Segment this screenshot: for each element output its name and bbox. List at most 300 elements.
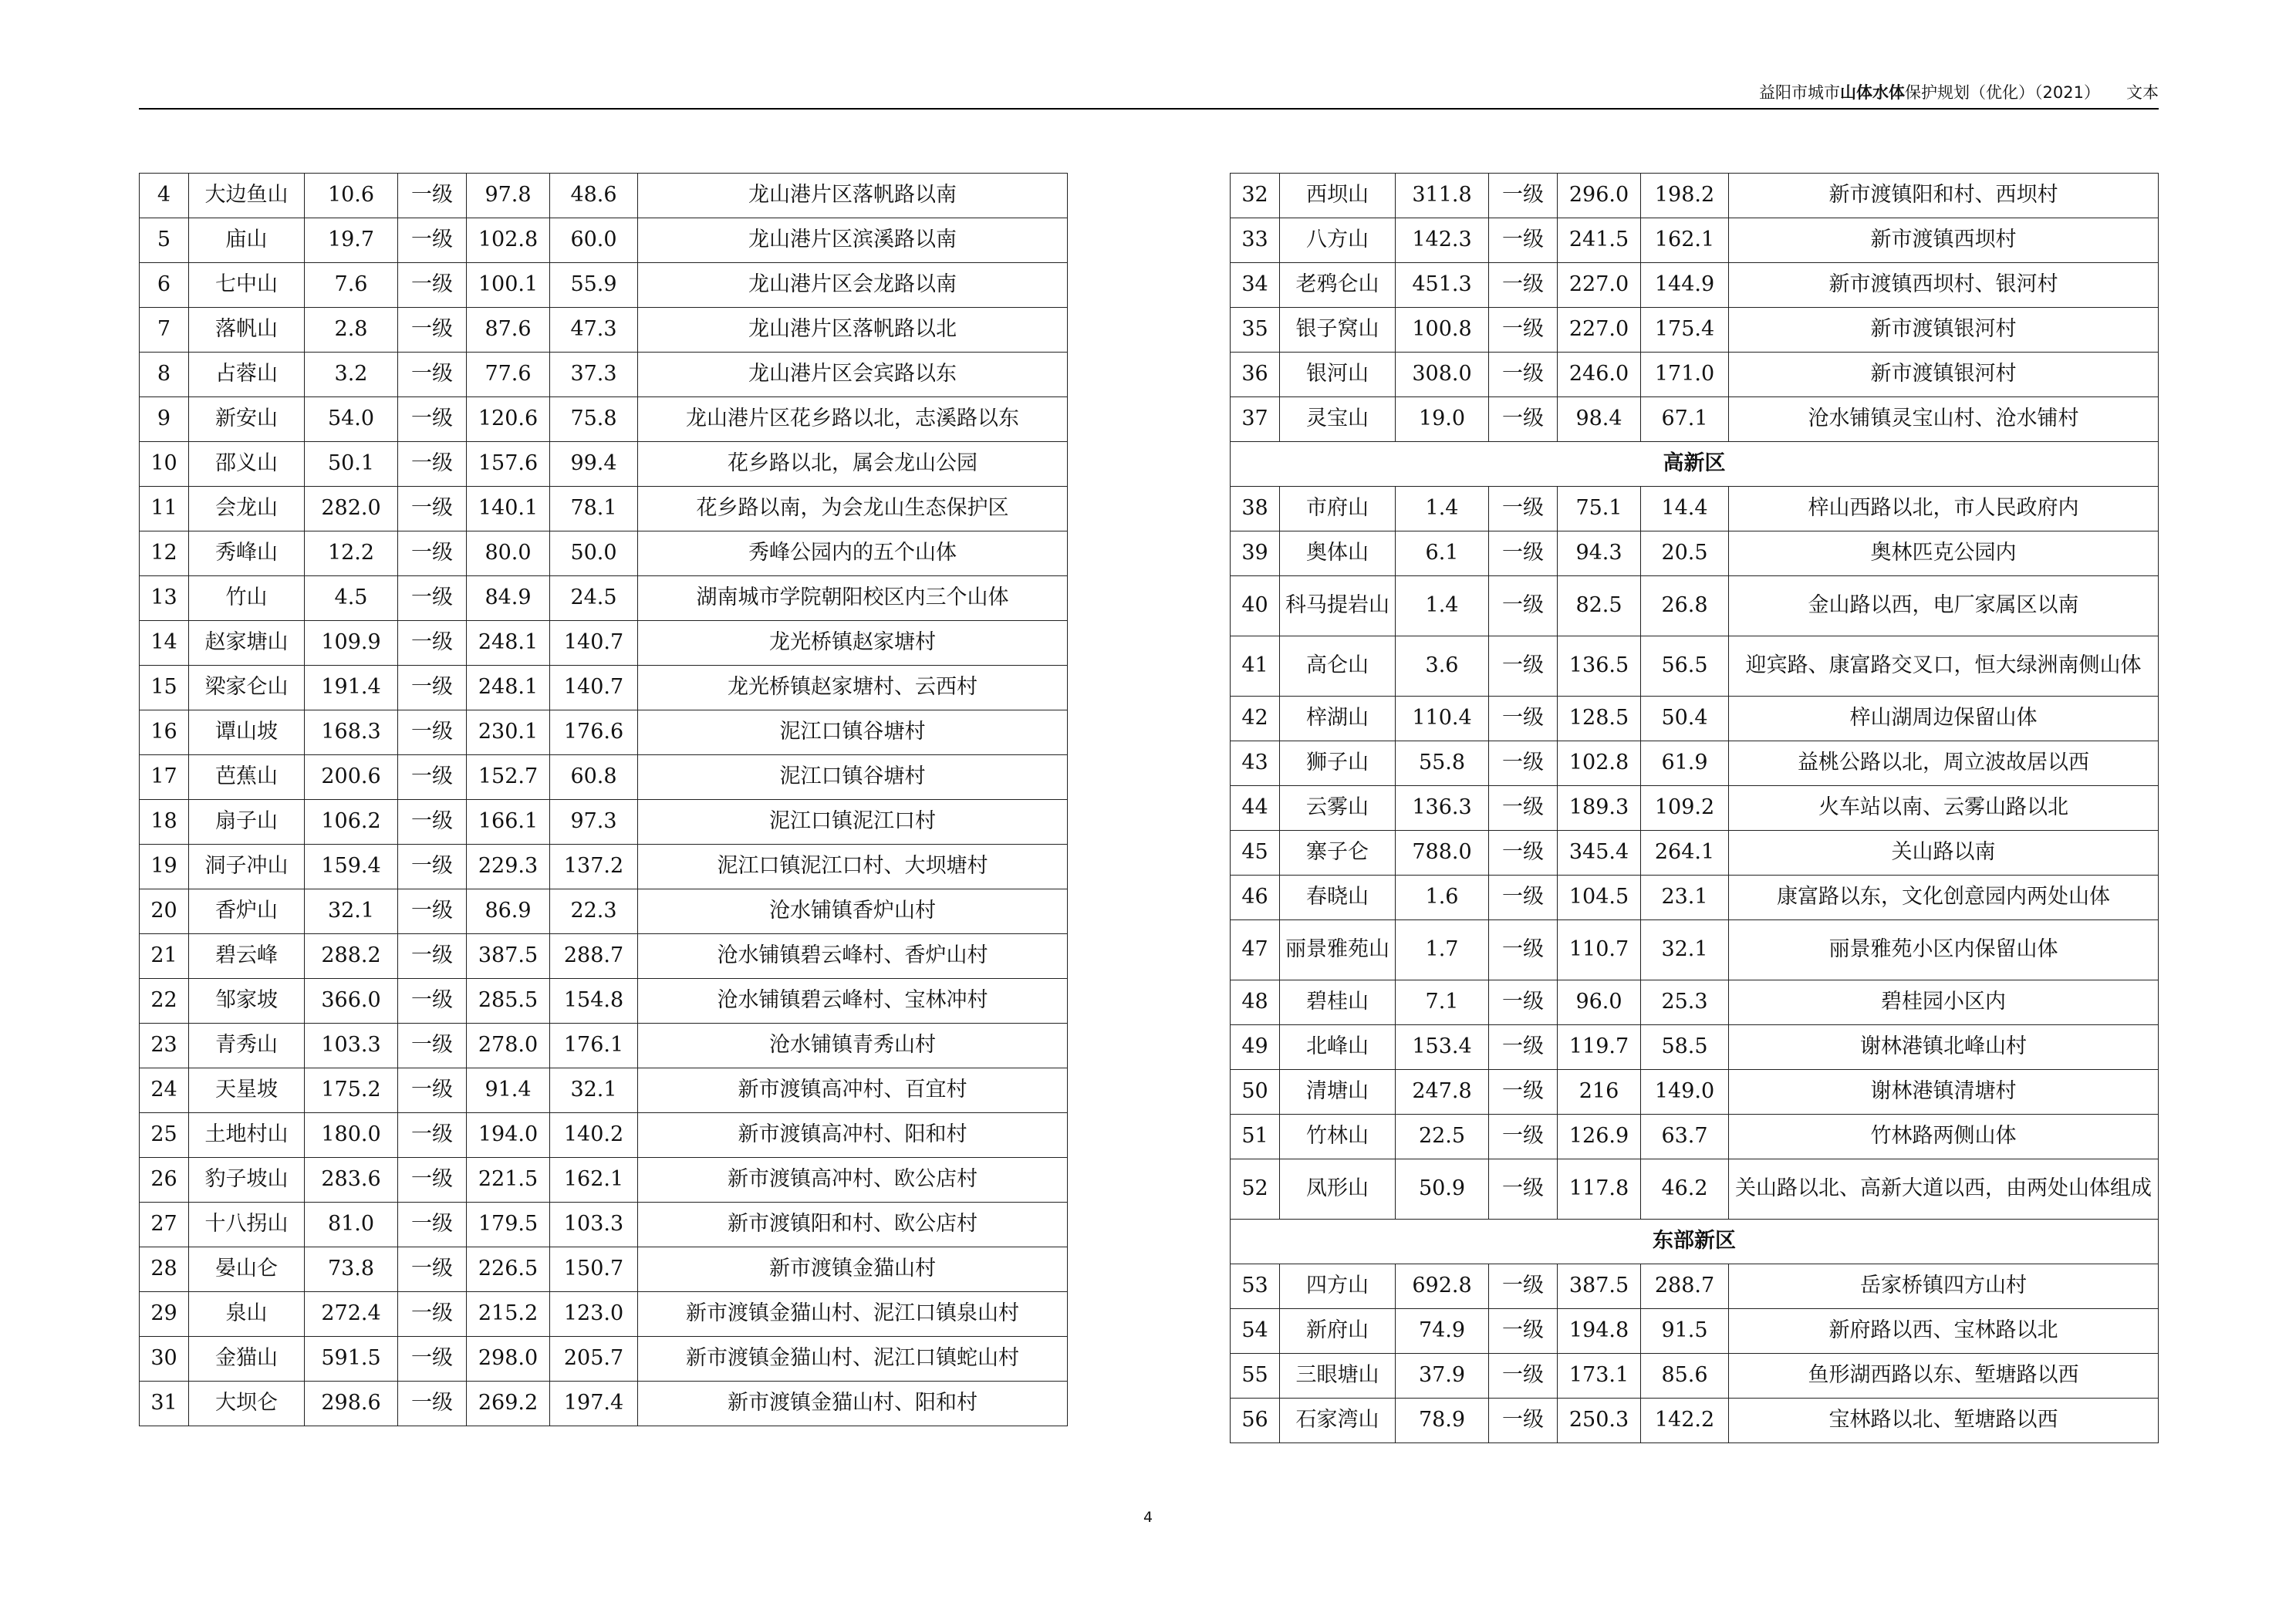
relative-height-value: 14.4 xyxy=(1641,487,1729,531)
relative-height-value: 150.7 xyxy=(550,1247,638,1292)
relative-height-value: 32.1 xyxy=(1641,920,1729,980)
protection-level: 一级 xyxy=(398,174,467,218)
mountain-table-right xyxy=(1230,173,2159,1443)
relative-height-value: 46.2 xyxy=(1641,1159,1729,1220)
table-row xyxy=(1231,353,2159,397)
location-text: 花乡路以南，为会龙山生态保护区 xyxy=(638,487,1068,531)
relative-height-value: 162.1 xyxy=(550,1158,638,1203)
location-text: 龙山港片区落帆路以北 xyxy=(638,308,1068,353)
mountain-name: 寨子仑 xyxy=(1280,831,1396,876)
mountain-name: 科马提岩山 xyxy=(1280,576,1396,636)
row-number: 31 xyxy=(140,1382,189,1426)
elevation-value: 189.3 xyxy=(1558,786,1641,831)
elevation-value: 241.5 xyxy=(1558,218,1641,263)
row-number: 41 xyxy=(1231,636,1280,697)
location-text: 谢林港镇北峰山村 xyxy=(1729,1025,2159,1070)
table-row xyxy=(1231,697,2159,741)
mountain-name: 奥体山 xyxy=(1280,531,1396,576)
elevation-value: 97.8 xyxy=(467,174,550,218)
area-value: 100.8 xyxy=(1396,308,1489,353)
row-number: 34 xyxy=(1231,263,1280,308)
mountain-name: 西坝山 xyxy=(1280,174,1396,218)
elevation-value: 91.4 xyxy=(467,1068,550,1113)
table-row xyxy=(1231,308,2159,353)
protection-level: 一级 xyxy=(1489,1264,1558,1309)
mountain-name: 碧桂山 xyxy=(1280,980,1396,1025)
row-number: 46 xyxy=(1231,876,1280,920)
row-number: 8 xyxy=(140,353,189,397)
mountain-name: 高仑山 xyxy=(1280,636,1396,697)
elevation-value: 227.0 xyxy=(1558,263,1641,308)
table-row xyxy=(1231,1399,2159,1443)
protection-level: 一级 xyxy=(398,1068,467,1113)
row-number: 20 xyxy=(140,889,189,934)
table-row xyxy=(1231,920,2159,980)
elevation-value: 102.8 xyxy=(467,218,550,263)
row-number: 14 xyxy=(140,621,189,666)
relative-height-value: 176.1 xyxy=(550,1024,638,1068)
table-row xyxy=(1231,397,2159,442)
relative-height-value: 20.5 xyxy=(1641,531,1729,576)
table-row xyxy=(140,442,1068,487)
location-text: 关山路以南 xyxy=(1729,831,2159,876)
relative-height-value: 55.9 xyxy=(550,263,638,308)
relative-height-value: 67.1 xyxy=(1641,397,1729,442)
location-text: 新市渡镇银河村 xyxy=(1729,308,2159,353)
elevation-value: 82.5 xyxy=(1558,576,1641,636)
protection-level: 一级 xyxy=(1489,1070,1558,1115)
row-number: 42 xyxy=(1231,697,1280,741)
area-value: 109.9 xyxy=(305,621,398,666)
area-value: 4.5 xyxy=(305,576,398,621)
mountain-name: 大边鱼山 xyxy=(189,174,305,218)
table-row xyxy=(1231,1354,2159,1399)
table-row xyxy=(140,621,1068,666)
table-row xyxy=(140,531,1068,576)
location-text: 新市渡镇金猫山村、泥江口镇蛇山村 xyxy=(638,1337,1068,1382)
protection-level: 一级 xyxy=(1489,174,1558,218)
table-row xyxy=(140,1292,1068,1337)
location-text: 龙山港片区会宾路以东 xyxy=(638,353,1068,397)
row-number: 23 xyxy=(140,1024,189,1068)
location-text: 梓山西路以北，市人民政府内 xyxy=(1729,487,2159,531)
mountain-name: 邹家坡 xyxy=(189,979,305,1024)
area-value: 106.2 xyxy=(305,800,398,845)
relative-height-value: 142.2 xyxy=(1641,1399,1729,1443)
area-value: 180.0 xyxy=(305,1113,398,1158)
area-value: 7.1 xyxy=(1396,980,1489,1025)
elevation-value: 227.0 xyxy=(1558,308,1641,353)
area-value: 1.6 xyxy=(1396,876,1489,920)
table-row xyxy=(1231,1309,2159,1354)
mountain-name: 梁家仑山 xyxy=(189,666,305,710)
relative-height-value: 264.1 xyxy=(1641,831,1729,876)
relative-height-value: 137.2 xyxy=(550,845,638,889)
elevation-value: 298.0 xyxy=(467,1337,550,1382)
table-row xyxy=(140,800,1068,845)
location-text: 梓山湖周边保留山体 xyxy=(1729,697,2159,741)
mountain-name: 碧云峰 xyxy=(189,934,305,979)
protection-level: 一级 xyxy=(398,1113,467,1158)
protection-level: 一级 xyxy=(1489,576,1558,636)
area-value: 74.9 xyxy=(1396,1309,1489,1354)
area-value: 50.9 xyxy=(1396,1159,1489,1220)
location-text: 龙光桥镇赵家塘村、云西村 xyxy=(638,666,1068,710)
row-number: 28 xyxy=(140,1247,189,1292)
protection-level: 一级 xyxy=(1489,786,1558,831)
table-row xyxy=(1231,576,2159,636)
relative-height-value: 60.0 xyxy=(550,218,638,263)
relative-height-value: 198.2 xyxy=(1641,174,1729,218)
mountain-name: 秀峰山 xyxy=(189,531,305,576)
area-value: 3.6 xyxy=(1396,636,1489,697)
elevation-value: 119.7 xyxy=(1558,1025,1641,1070)
table-row xyxy=(140,487,1068,531)
elevation-value: 102.8 xyxy=(1558,741,1641,786)
page-number: 4 xyxy=(1143,1509,1153,1526)
area-value: 37.9 xyxy=(1396,1354,1489,1399)
table-row xyxy=(1231,741,2159,786)
header-bold: 山体水体 xyxy=(1840,83,1906,102)
area-value: 110.4 xyxy=(1396,697,1489,741)
mountain-name: 灵宝山 xyxy=(1280,397,1396,442)
protection-level: 一级 xyxy=(398,442,467,487)
mountain-name: 土地村山 xyxy=(189,1113,305,1158)
row-number: 21 xyxy=(140,934,189,979)
mountain-name: 会龙山 xyxy=(189,487,305,531)
protection-level: 一级 xyxy=(398,263,467,308)
area-value: 692.8 xyxy=(1396,1264,1489,1309)
elevation-value: 226.5 xyxy=(467,1247,550,1292)
mountain-name: 青秀山 xyxy=(189,1024,305,1068)
relative-height-value: 26.8 xyxy=(1641,576,1729,636)
table-row xyxy=(1231,531,2159,576)
area-value: 50.1 xyxy=(305,442,398,487)
table-row xyxy=(1231,174,2159,218)
protection-level: 一级 xyxy=(398,531,467,576)
table-row xyxy=(140,1337,1068,1382)
protection-level: 一级 xyxy=(1489,308,1558,353)
location-text: 秀峰公园内的五个山体 xyxy=(638,531,1068,576)
table-row xyxy=(140,889,1068,934)
mountain-name: 晏山仑 xyxy=(189,1247,305,1292)
relative-height-value: 50.4 xyxy=(1641,697,1729,741)
location-text: 新市渡镇银河村 xyxy=(1729,353,2159,397)
elevation-value: 166.1 xyxy=(467,800,550,845)
protection-level: 一级 xyxy=(1489,831,1558,876)
protection-level: 一级 xyxy=(398,800,467,845)
mountain-table-left xyxy=(139,173,1068,1426)
area-value: 19.7 xyxy=(305,218,398,263)
row-number: 29 xyxy=(140,1292,189,1337)
elevation-value: 117.8 xyxy=(1558,1159,1641,1220)
relative-height-value: 162.1 xyxy=(1641,218,1729,263)
elevation-value: 215.2 xyxy=(467,1292,550,1337)
elevation-value: 173.1 xyxy=(1558,1354,1641,1399)
row-number: 27 xyxy=(140,1203,189,1247)
protection-level: 一级 xyxy=(398,1337,467,1382)
table-row xyxy=(140,934,1068,979)
area-value: 366.0 xyxy=(305,979,398,1024)
mountain-name: 赵家塘山 xyxy=(189,621,305,666)
elevation-value: 140.1 xyxy=(467,487,550,531)
row-number: 12 xyxy=(140,531,189,576)
area-value: 298.6 xyxy=(305,1382,398,1426)
table-body-left xyxy=(140,174,1068,1426)
mountain-name: 落帆山 xyxy=(189,308,305,353)
relative-height-value: 48.6 xyxy=(550,174,638,218)
mountain-name: 庙山 xyxy=(189,218,305,263)
location-text: 沧水铺镇碧云峰村、香炉山村 xyxy=(638,934,1068,979)
row-number: 6 xyxy=(140,263,189,308)
table-row xyxy=(1231,487,2159,531)
mountain-name: 扇子山 xyxy=(189,800,305,845)
area-value: 2.8 xyxy=(305,308,398,353)
header-doc-type: 文本 xyxy=(2126,83,2159,102)
table-row xyxy=(1231,1070,2159,1115)
protection-level: 一级 xyxy=(1489,920,1558,980)
area-value: 78.9 xyxy=(1396,1399,1489,1443)
row-number: 7 xyxy=(140,308,189,353)
row-number: 19 xyxy=(140,845,189,889)
location-text: 花乡路以北，属会龙山公园 xyxy=(638,442,1068,487)
section-title: 高新区 xyxy=(1231,442,2159,487)
location-text: 谢林港镇清塘村 xyxy=(1729,1070,2159,1115)
area-value: 272.4 xyxy=(305,1292,398,1337)
mountain-name: 新府山 xyxy=(1280,1309,1396,1354)
row-number: 26 xyxy=(140,1158,189,1203)
mountain-name: 七中山 xyxy=(189,263,305,308)
table-row xyxy=(140,353,1068,397)
header-title xyxy=(1759,80,2159,103)
row-number: 10 xyxy=(140,442,189,487)
row-number: 40 xyxy=(1231,576,1280,636)
row-number: 16 xyxy=(140,710,189,755)
relative-height-value: 56.5 xyxy=(1641,636,1729,697)
location-text: 丽景雅苑小区内保留山体 xyxy=(1729,920,2159,980)
mountain-name: 丽景雅苑山 xyxy=(1280,920,1396,980)
protection-level: 一级 xyxy=(1489,1309,1558,1354)
area-value: 788.0 xyxy=(1396,831,1489,876)
location-text: 益桃公路以北，周立波故居以西 xyxy=(1729,741,2159,786)
protection-level: 一级 xyxy=(398,666,467,710)
section-row xyxy=(1231,1220,2159,1264)
mountain-name: 竹林山 xyxy=(1280,1115,1396,1159)
elevation-value: 229.3 xyxy=(467,845,550,889)
table-row xyxy=(140,1203,1068,1247)
elevation-value: 269.2 xyxy=(467,1382,550,1426)
elevation-value: 230.1 xyxy=(467,710,550,755)
row-number: 25 xyxy=(140,1113,189,1158)
mountain-name: 老鸦仑山 xyxy=(1280,263,1396,308)
mountain-name: 洞子冲山 xyxy=(189,845,305,889)
table-row xyxy=(140,1247,1068,1292)
relative-height-value: 75.8 xyxy=(550,397,638,442)
relative-height-value: 149.0 xyxy=(1641,1070,1729,1115)
row-number: 38 xyxy=(1231,487,1280,531)
elevation-value: 278.0 xyxy=(467,1024,550,1068)
mountain-name: 谭山坡 xyxy=(189,710,305,755)
protection-level: 一级 xyxy=(398,1024,467,1068)
protection-level: 一级 xyxy=(1489,697,1558,741)
protection-level: 一级 xyxy=(1489,1159,1558,1220)
location-text: 新市渡镇西坝村 xyxy=(1729,218,2159,263)
table-row xyxy=(1231,831,2159,876)
area-value: 168.3 xyxy=(305,710,398,755)
area-value: 19.0 xyxy=(1396,397,1489,442)
elevation-value: 387.5 xyxy=(1558,1264,1641,1309)
row-number: 51 xyxy=(1231,1115,1280,1159)
header-suffix: 保护规划（优化）（2021） xyxy=(1905,83,2100,102)
table-row xyxy=(140,710,1068,755)
row-number: 49 xyxy=(1231,1025,1280,1070)
elevation-value: 80.0 xyxy=(467,531,550,576)
location-text: 迎宾路、康富路交叉口，恒大绿洲南侧山体 xyxy=(1729,636,2159,697)
location-text: 龙山港片区花乡路以北，志溪路以东 xyxy=(638,397,1068,442)
row-number: 43 xyxy=(1231,741,1280,786)
relative-height-value: 25.3 xyxy=(1641,980,1729,1025)
table-row xyxy=(140,397,1068,442)
area-value: 103.3 xyxy=(305,1024,398,1068)
protection-level: 一级 xyxy=(398,979,467,1024)
location-text: 宝林路以北、堑塘路以西 xyxy=(1729,1399,2159,1443)
protection-level: 一级 xyxy=(398,1158,467,1203)
row-number: 44 xyxy=(1231,786,1280,831)
area-value: 282.0 xyxy=(305,487,398,531)
area-value: 288.2 xyxy=(305,934,398,979)
protection-level: 一级 xyxy=(1489,397,1558,442)
protection-level: 一级 xyxy=(1489,1399,1558,1443)
location-text: 泥江口镇泥江口村 xyxy=(638,800,1068,845)
relative-height-value: 176.6 xyxy=(550,710,638,755)
protection-level: 一级 xyxy=(1489,218,1558,263)
table-row xyxy=(140,1158,1068,1203)
mountain-name: 春晓山 xyxy=(1280,876,1396,920)
mountain-name: 十八拐山 xyxy=(189,1203,305,1247)
area-value: 3.2 xyxy=(305,353,398,397)
mountain-name: 天星坡 xyxy=(189,1068,305,1113)
elevation-value: 98.4 xyxy=(1558,397,1641,442)
row-number: 30 xyxy=(140,1337,189,1382)
elevation-value: 104.5 xyxy=(1558,876,1641,920)
elevation-value: 221.5 xyxy=(467,1158,550,1203)
mountain-name: 占蓉山 xyxy=(189,353,305,397)
mountain-name: 芭蕉山 xyxy=(189,755,305,800)
mountain-name: 梓湖山 xyxy=(1280,697,1396,741)
protection-level: 一级 xyxy=(1489,353,1558,397)
location-text: 竹林路两侧山体 xyxy=(1729,1115,2159,1159)
location-text: 岳家桥镇四方山村 xyxy=(1729,1264,2159,1309)
protection-level: 一级 xyxy=(1489,741,1558,786)
row-number: 5 xyxy=(140,218,189,263)
row-number: 56 xyxy=(1231,1399,1280,1443)
protection-level: 一级 xyxy=(398,308,467,353)
location-text: 康富路以东，文化创意园内两处山体 xyxy=(1729,876,2159,920)
elevation-value: 250.3 xyxy=(1558,1399,1641,1443)
elevation-value: 194.0 xyxy=(467,1113,550,1158)
relative-height-value: 91.5 xyxy=(1641,1309,1729,1354)
mountain-name: 狮子山 xyxy=(1280,741,1396,786)
protection-level: 一级 xyxy=(398,889,467,934)
table-row xyxy=(140,666,1068,710)
row-number: 32 xyxy=(1231,174,1280,218)
area-value: 1.4 xyxy=(1396,576,1489,636)
relative-height-value: 24.5 xyxy=(550,576,638,621)
location-text: 龙山港片区落帆路以南 xyxy=(638,174,1068,218)
area-value: 54.0 xyxy=(305,397,398,442)
mountain-name: 八方山 xyxy=(1280,218,1396,263)
relative-height-value: 288.7 xyxy=(1641,1264,1729,1309)
table-row xyxy=(1231,1264,2159,1309)
relative-height-value: 140.2 xyxy=(550,1113,638,1158)
protection-level: 一级 xyxy=(398,218,467,263)
elevation-value: 248.1 xyxy=(467,621,550,666)
elevation-value: 128.5 xyxy=(1558,697,1641,741)
section-title: 东部新区 xyxy=(1231,1220,2159,1264)
location-text: 新市渡镇金猫山村、阳和村 xyxy=(638,1382,1068,1426)
table-row xyxy=(140,174,1068,218)
row-number: 22 xyxy=(140,979,189,1024)
table-row xyxy=(140,308,1068,353)
relative-height-value: 205.7 xyxy=(550,1337,638,1382)
protection-level: 一级 xyxy=(398,487,467,531)
location-text: 泥江口镇谷塘村 xyxy=(638,710,1068,755)
protection-level: 一级 xyxy=(398,1203,467,1247)
location-text: 泥江口镇泥江口村、大坝塘村 xyxy=(638,845,1068,889)
protection-level: 一级 xyxy=(398,1247,467,1292)
row-number: 50 xyxy=(1231,1070,1280,1115)
area-value: 247.8 xyxy=(1396,1070,1489,1115)
elevation-value: 285.5 xyxy=(467,979,550,1024)
table-row xyxy=(1231,636,2159,697)
mountain-name: 银子窝山 xyxy=(1280,308,1396,353)
mountain-name: 清塘山 xyxy=(1280,1070,1396,1115)
elevation-value: 179.5 xyxy=(467,1203,550,1247)
area-value: 175.2 xyxy=(305,1068,398,1113)
elevation-value: 77.6 xyxy=(467,353,550,397)
protection-level: 一级 xyxy=(1489,876,1558,920)
table-row xyxy=(1231,876,2159,920)
row-number: 35 xyxy=(1231,308,1280,353)
mountain-name: 新安山 xyxy=(189,397,305,442)
relative-height-value: 99.4 xyxy=(550,442,638,487)
location-text: 沧水铺镇碧云峰村、宝林冲村 xyxy=(638,979,1068,1024)
table-row xyxy=(1231,1159,2159,1220)
table-row xyxy=(140,576,1068,621)
row-number: 36 xyxy=(1231,353,1280,397)
row-number: 24 xyxy=(140,1068,189,1113)
table-row xyxy=(140,755,1068,800)
mountain-name: 云雾山 xyxy=(1280,786,1396,831)
relative-height-value: 60.8 xyxy=(550,755,638,800)
area-value: 1.7 xyxy=(1396,920,1489,980)
elevation-value: 194.8 xyxy=(1558,1309,1641,1354)
table-row xyxy=(1231,980,2159,1025)
location-text: 湖南城市学院朝阳校区内三个山体 xyxy=(638,576,1068,621)
area-value: 191.4 xyxy=(305,666,398,710)
elevation-value: 387.5 xyxy=(467,934,550,979)
location-text: 沧水铺镇青秀山村 xyxy=(638,1024,1068,1068)
row-number: 55 xyxy=(1231,1354,1280,1399)
area-value: 283.6 xyxy=(305,1158,398,1203)
table-row xyxy=(140,1024,1068,1068)
relative-height-value: 197.4 xyxy=(550,1382,638,1426)
location-text: 新市渡镇高冲村、百宜村 xyxy=(638,1068,1068,1113)
relative-height-value: 144.9 xyxy=(1641,263,1729,308)
protection-level: 一级 xyxy=(398,845,467,889)
location-text: 碧桂园小区内 xyxy=(1729,980,2159,1025)
mountain-name: 竹山 xyxy=(189,576,305,621)
